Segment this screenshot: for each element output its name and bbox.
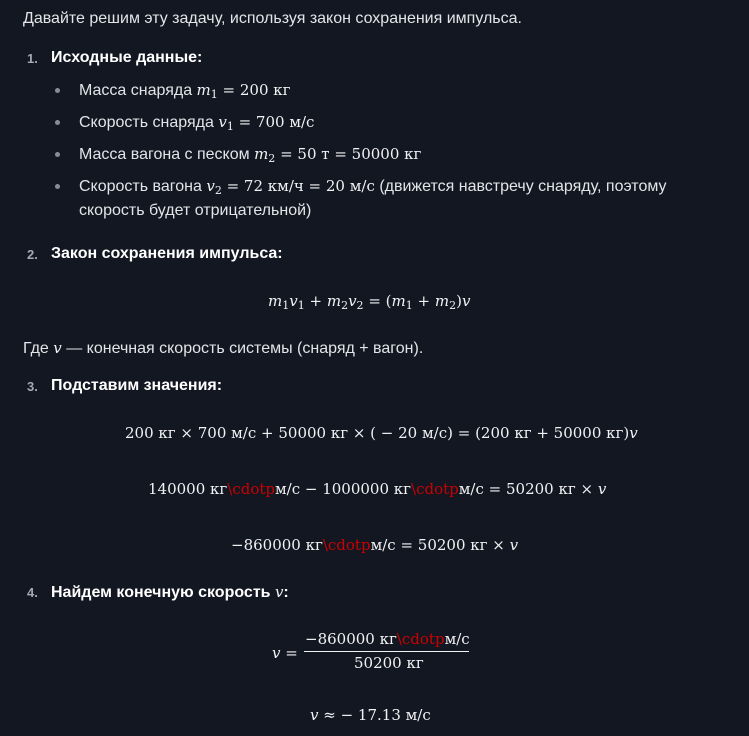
bullet-dot: [55, 152, 60, 157]
math-expression: 200 кг × 700 м/с + 50000 кг × ( − 20 м/с) = (200 кг + 50000 кг): [125, 424, 630, 442]
math-var: v: [629, 424, 638, 442]
math-value: = 700 м/с: [233, 113, 315, 131]
math-op: = (: [363, 292, 392, 310]
step-3-title: Подставим значения:: [51, 377, 223, 394]
latex-error: \cdotp: [396, 630, 445, 648]
bullet-dot: [55, 184, 60, 189]
bullet-label: Скорость вагона: [79, 178, 207, 195]
bullet-label: Масса вагона с песком: [79, 146, 255, 163]
math-op: +: [304, 292, 327, 310]
where-note: [23, 338, 423, 359]
math-var: m: [391, 292, 406, 310]
bullet-mass-wagon: [79, 144, 421, 169]
math-var: v: [218, 113, 227, 131]
math-sub: 2: [356, 299, 364, 312]
math-var: v: [348, 292, 357, 310]
bullet-dot: [55, 88, 60, 93]
expanded-equation: [148, 479, 606, 499]
math-var: v: [206, 177, 215, 195]
bullet-speed-projectile: [79, 112, 314, 137]
momentum-law-equation: [268, 291, 470, 316]
bullet-speed-wagon-line2: скорость будет отрицательной): [79, 202, 312, 219]
math-value: = 200 кг: [217, 81, 291, 99]
math-sub: 1: [210, 88, 218, 101]
bullet-label: Масса снаряда: [79, 82, 197, 99]
bullet-dot: [55, 120, 60, 125]
result-equation: [310, 705, 431, 725]
math-var: v: [53, 339, 62, 357]
math-sub: 2: [268, 152, 276, 165]
math-var: m: [434, 292, 450, 310]
latex-error: \cdotp: [411, 480, 459, 498]
bullet-speed-wagon: [79, 176, 667, 201]
math-sub: 1: [226, 120, 234, 133]
where-pre: Где: [23, 340, 54, 357]
intro-text: Давайте решим эту задачу, используя закон сохранения импульса.: [23, 10, 522, 27]
math-expression: 140000 кг: [148, 480, 228, 498]
fraction-numerator: [305, 629, 470, 649]
bullet-note: (движется навстречу снаряду, поэтому: [374, 178, 667, 195]
step-1-title: Исходные данные:: [51, 49, 203, 66]
math-var: v: [597, 480, 607, 498]
where-post: — конечная скорость системы (снаряд + вагон).: [61, 340, 424, 357]
math-var: m: [196, 81, 211, 99]
math-op: +: [412, 292, 435, 310]
math-expression: м/с − 1000000 кг: [274, 480, 412, 498]
math-var: m: [326, 292, 342, 310]
latex-error: \cdotp: [322, 536, 371, 554]
math-sub: 1: [297, 299, 305, 312]
latex-error: \cdotp: [227, 480, 275, 498]
step-2-title: Закон сохранения импульса:: [51, 245, 283, 262]
math-var: v: [289, 292, 298, 310]
math-sub: 2: [449, 299, 457, 312]
math-sub: 2: [214, 184, 222, 197]
step-4-title: [51, 582, 289, 603]
math-sub: 1: [405, 299, 413, 312]
bullet-label: Скорость снаряда: [79, 114, 219, 131]
math-expression: м/с: [444, 630, 470, 648]
math-var: m: [254, 145, 269, 163]
math-expression: м/с = 50200 кг ×: [458, 480, 598, 498]
math-var: v: [272, 644, 281, 662]
math-value: = 72 км/ч = 20 м/с: [221, 177, 375, 195]
math-expression: −860000 кг: [305, 630, 397, 648]
math-op: =: [280, 644, 298, 662]
math-sub: 2: [341, 299, 349, 312]
math-expression: −860000 кг: [231, 536, 323, 554]
step-2-number: 2.: [27, 247, 38, 262]
math-sub: 1: [282, 299, 290, 312]
math-op: ): [456, 292, 462, 310]
step-4-number: 4.: [27, 585, 38, 600]
math-value: = 50 т = 50000 кг: [275, 145, 422, 163]
fraction-bar: [304, 651, 469, 652]
simplified-equation: [231, 535, 518, 555]
math-var: m: [268, 292, 283, 310]
step-4-title-text: Найдем конечную скорость: [51, 584, 271, 601]
math-var: v: [461, 292, 471, 310]
step-1-number: 1.: [27, 51, 38, 66]
step-3-number: 3.: [27, 379, 38, 394]
fraction-lhs: [272, 643, 298, 663]
math-var: v: [310, 706, 319, 724]
fraction-denominator: 50200 кг: [354, 654, 424, 672]
math-var: v: [509, 536, 519, 554]
math-expression: ≈ − 17.13 м/с: [318, 706, 431, 724]
bullet-mass-projectile: [79, 80, 291, 105]
math-expression: м/с = 50200 кг ×: [370, 536, 510, 554]
step-4-title-colon: :: [283, 584, 289, 601]
math-var: v: [274, 583, 284, 601]
substitution-equation: [125, 423, 638, 443]
